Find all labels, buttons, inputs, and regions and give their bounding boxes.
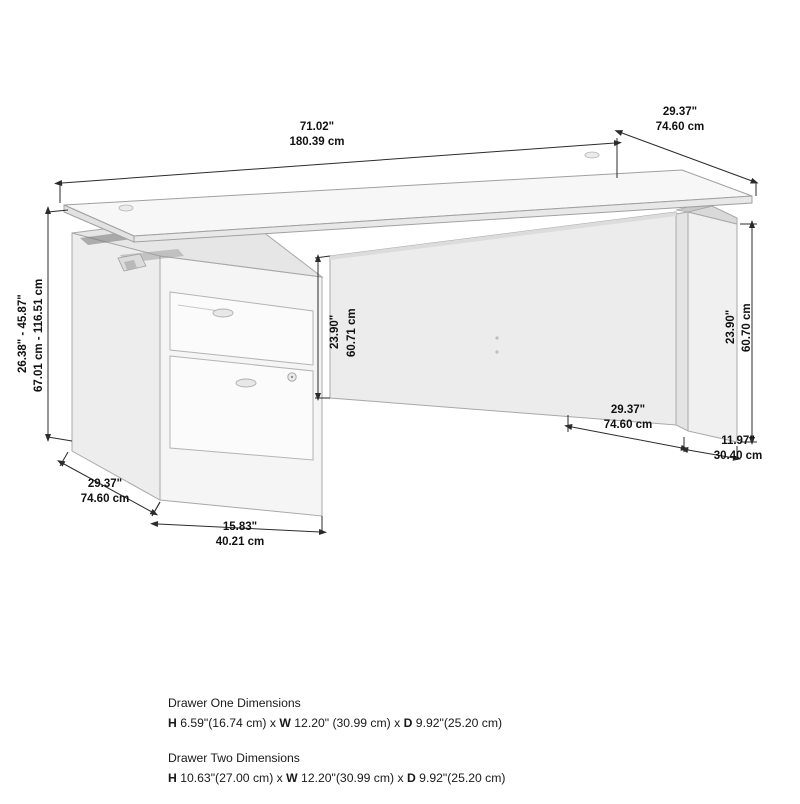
note-d-value-two: 9.92"(25.20 cm): [415, 770, 506, 785]
note-w-label-two: W: [286, 770, 298, 785]
dim-top-depth-right: 29.37" 74.60 cm: [655, 106, 705, 133]
drawer-dimension-notes: [168, 694, 728, 804]
note-h-label-one: H: [168, 715, 177, 730]
note-h-value-one: 6.59"(16.74 cm) x: [176, 715, 280, 730]
back-modesty-panel: [330, 212, 676, 425]
dim-clearance-height-inches: 23.90": [329, 314, 341, 350]
note-title-drawer-two: Drawer Two Dimensions: [168, 750, 300, 765]
note-body-drawer-one: [168, 714, 728, 733]
dim-clearance-height-cm: 60.71 cm: [346, 308, 358, 358]
note-body-drawer-two: [168, 769, 728, 788]
desk-geometry: [64, 152, 752, 516]
note-w-value-one: 12.20" (30.99 cm) x: [290, 715, 404, 730]
note-d-label-one: D: [403, 715, 413, 730]
note-title-drawer-one: Drawer One Dimensions: [168, 696, 301, 710]
dim-right-panel-thickness: 11.97" 30.40 cm: [713, 435, 763, 462]
dim-right-panel-depth: 29.37" 74.60 cm: [603, 404, 653, 431]
dim-right-panel-height-inches: 23.90": [725, 309, 737, 345]
left-pedestal: [72, 212, 322, 516]
note-d-label-two: D: [406, 770, 416, 785]
dim-top-width: 71.02" 180.39 cm: [289, 121, 345, 148]
note-d-value-one: 9.92"(25.20 cm): [412, 715, 503, 730]
note-h-label-two: H: [168, 770, 177, 785]
dim-left-pedestal-depth: 29.37" 74.60 cm: [80, 478, 130, 505]
note-w-label-one: W: [279, 715, 291, 730]
dim-right-panel-height-cm: 60.70 cm: [741, 303, 753, 353]
dim-overall-height-cm: 67.01 cm - 116.51 cm: [33, 278, 45, 392]
dim-overall-height-inches: 26.38" - 45.87": [17, 294, 29, 374]
note-w-value-two: 12.20"(30.99 cm) x: [297, 770, 407, 785]
dim-left-pedestal-width: 15.83" 40.21 cm: [215, 521, 265, 548]
note-h-value-two: 10.63"(27.00 cm) x: [176, 770, 287, 785]
